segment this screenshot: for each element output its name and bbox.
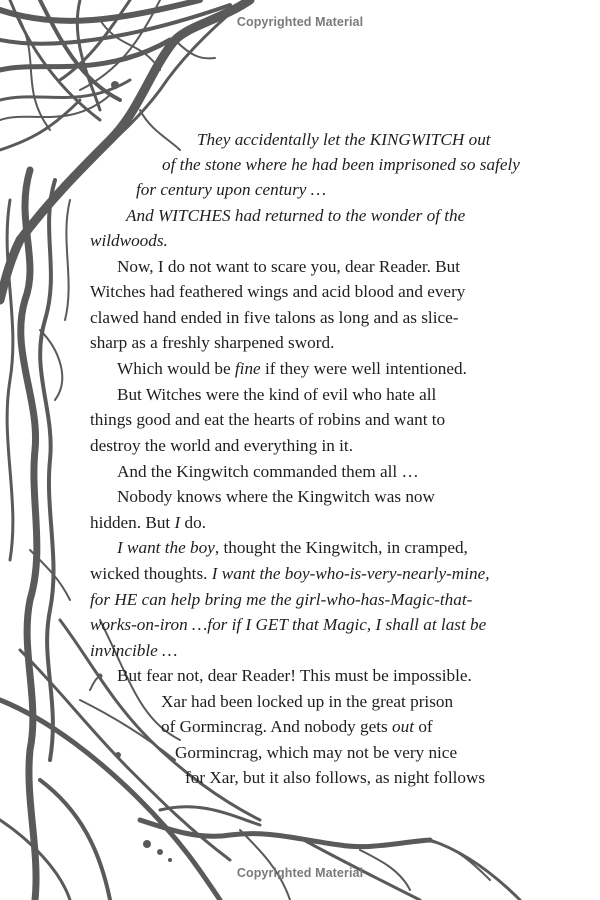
text-line: [90, 333, 334, 353]
text-line: [117, 385, 436, 405]
roman-text: Gormincrag, which may not be very nice: [175, 743, 458, 762]
text-line: [117, 257, 460, 277]
text-line: [161, 717, 433, 737]
italic-text: I: [174, 513, 181, 532]
roman-text: clawed hand ended in five talons as long and as slice-: [90, 308, 459, 327]
italic-text: invincible …: [90, 641, 178, 660]
roman-text: But Witches were the kind of evil who hate all: [117, 385, 437, 404]
italic-text: works-on-iron …for if I GET that Magic, I shall at last be: [90, 615, 487, 634]
copyright-watermark-top: Copyrighted Material: [236, 15, 364, 29]
text-line: [90, 282, 465, 302]
roman-text: do.: [180, 513, 207, 532]
roman-text: But fear not, dear Reader! This must be impossible.: [117, 666, 472, 685]
roman-text: Which would be: [117, 359, 235, 378]
italic-text: I want the boy: [117, 538, 215, 557]
roman-text: if they were well intentioned.: [260, 359, 467, 378]
roman-text: destroy the world and everything in it.: [90, 436, 354, 455]
roman-text: And the Kingwitch commanded them all …: [117, 462, 419, 481]
roman-text: sharp as a freshly sharpened sword.: [90, 333, 335, 352]
text-line: [117, 462, 419, 482]
italic-text: for century upon century …: [136, 180, 326, 199]
roman-text: hidden. But: [90, 513, 175, 532]
text-line: [90, 513, 206, 533]
roman-text: things good and eat the hearts of robins and want to: [90, 410, 446, 429]
text-line: [90, 308, 458, 328]
text-line: [90, 590, 472, 610]
text-line: [90, 564, 490, 584]
roman-text: , thought the Kingwitch, in cramped,: [214, 538, 468, 557]
roman-text: of: [414, 717, 433, 736]
italic-text: And WITCHES had returned to the wonder of the: [126, 206, 466, 225]
text-line: [90, 410, 445, 430]
roman-text: Witches had feathered wings and acid blood and every: [90, 282, 466, 301]
roman-text: for Xar, but it also follows, as night follows: [185, 768, 486, 787]
text-line: [126, 206, 465, 226]
text-line: [136, 180, 326, 200]
text-line: [90, 231, 168, 251]
text-line: [90, 615, 486, 635]
text-line: [161, 692, 453, 712]
italic-text: I want the boy-who-is-very-nearly-mine,: [211, 564, 490, 583]
text-line: [117, 359, 467, 379]
italic-text: They accidentally let the KINGWITCH out: [197, 130, 491, 149]
text-line: [185, 768, 485, 788]
roman-text: Now, I do not want to scare you, dear Reader. But: [117, 257, 461, 276]
italic-text: of the stone where he had been imprisoned so safely: [162, 155, 520, 174]
italic-text: fine: [234, 359, 261, 378]
text-line: [117, 487, 435, 507]
roman-text: Xar had been locked up in the great prison: [161, 692, 454, 711]
roman-text: wicked thoughts.: [90, 564, 212, 583]
italic-text: for HE can help bring me the girl-who-has-Magic-that-: [90, 590, 473, 609]
text-line: [90, 641, 177, 661]
text-line: [117, 666, 472, 686]
roman-text: Nobody knows where the Kingwitch was now: [117, 487, 435, 506]
text-line: [117, 538, 468, 558]
copyright-watermark-bottom: Copyrighted Material: [236, 866, 364, 880]
text-line: [197, 130, 491, 150]
roman-text: of Gormincrag. And nobody gets: [161, 717, 393, 736]
text-line: [175, 743, 457, 763]
italic-text: out: [392, 717, 415, 736]
text-line: [162, 155, 520, 175]
italic-text: wildwoods.: [90, 231, 168, 250]
text-line: [90, 436, 353, 456]
